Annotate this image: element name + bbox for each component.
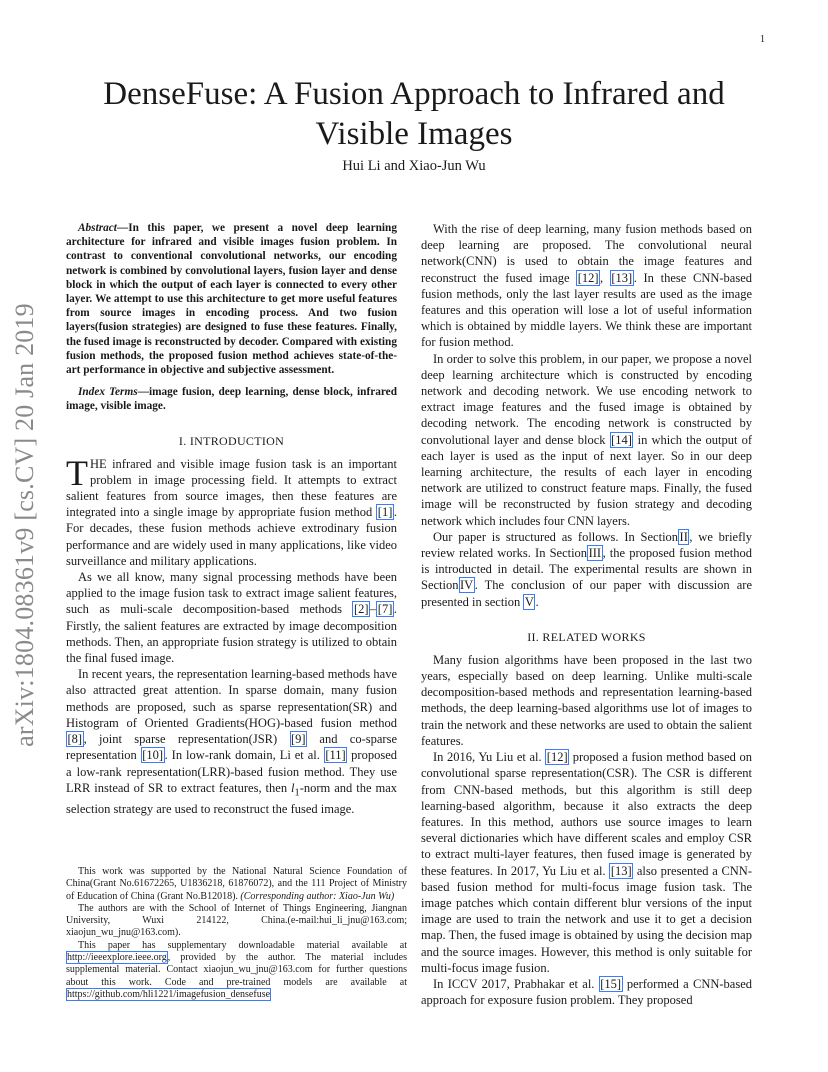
text-run: Our paper is structured as follows. In Section: [433, 529, 679, 544]
paper-title: DenseFuse: A Fusion Approach to Infrared and Visible Images: [103, 76, 725, 152]
section-link[interactable]: III: [588, 546, 602, 561]
text-run: In recent years, the representation learning-based methods have also attracted great attention. In sparse domain, many fusion methods are proposed, such as sparse representation(SR) and Histogram of Oriented Gradients(HOG)-based fusion method: [66, 667, 397, 730]
text-run: With the rise of deep learning, many fusion methods based on deep learning are proposed. The convolutional neural network(CNN) is used to obtain the image features and reconstruct the fused image: [421, 222, 752, 285]
text-run: . In low-rank domain, Li et al.: [164, 748, 324, 763]
text-run: , provided by the author. The material includes supplemental material. Contact xiaojun_wu_jnu@163.com for further questions about this work. Code and pre-trained models are available at: [66, 952, 407, 988]
intro-paragraph-1: [66, 452, 397, 569]
citation-link[interactable]: [12]: [577, 270, 599, 285]
text-run: This work was supported by the National Natural Science Foundation of China(Grant No.61672265, U1836218, 61876072), and the 111 Project of Ministry of Education of China (Grant No.B12018).: [66, 866, 407, 902]
text-run: . Firstly, the salient features are extracted by image decomposition methods. Then, an appropriate fusion strategy is utilized to obtain the final fused image.: [66, 602, 397, 666]
right-column: [421, 221, 752, 1008]
arxiv-stamp-text: arXiv:1804.08361v9 [cs.CV] 20 Jan 2019: [10, 303, 39, 747]
citation-link[interactable]: [14]: [611, 432, 632, 447]
citation-link[interactable]: [13]: [610, 863, 632, 878]
text-run: HE infrared and visible image fusion task is an important problem in image processing field. It attempts to extract salient features from source images, then these features are integrated into a single image by appropriate fusion method: [66, 456, 397, 520]
text-run: .: [535, 594, 539, 609]
text-run: and co-sparse representation: [66, 732, 398, 763]
citation-link[interactable]: [1]: [377, 505, 393, 520]
related-paragraph-3: [421, 976, 752, 1008]
text-run: –: [370, 602, 377, 617]
drop-cap: T: [66, 452, 88, 493]
citation-link[interactable]: [10]: [142, 748, 164, 763]
abstract-label: Abstract: [78, 222, 117, 234]
footnotes: [66, 866, 407, 1001]
page-number: 1: [760, 34, 765, 45]
text-run: In 2016, Yu Liu et al.: [433, 750, 546, 765]
section-link[interactable]: II: [679, 529, 688, 544]
citation-link[interactable]: [12]: [546, 750, 568, 765]
footnote-affiliation: The authors are with the School of Internet of Things Engineering, Jiangnan University, Wuxi 214122, China.(e-mail:hui_li_jnu@163.com; xiaojun_wu_jnu@163.com).: [66, 902, 407, 939]
math-subscript: 1: [294, 787, 300, 799]
intro-paragraph-6: [421, 529, 752, 610]
github-link[interactable]: https://github.com/hli1221/imagefusion_densefuse: [67, 988, 271, 1000]
intro-paragraph-3: [66, 666, 397, 817]
math-l: l: [291, 780, 295, 795]
text-run: , joint sparse representation(JSR): [83, 732, 290, 747]
section-heading-related-works: II. RELATED WORKS: [527, 629, 646, 644]
text-run: This paper has supplementary downloadable material available at: [78, 939, 407, 951]
abstract-text: —In this paper, we present a novel deep learning architecture for infrared and visible images fusion problem. In contrast to conventional convolutional networks, our encoding network is combined by convolutional layers, fusion layer and dense block in which the output of each layer is connected to every other layer. We attempt to use this architecture to get more useful features from source images in encoding process. And two fusion layers(fusion strategies) are designed to fuse these features. Finally, the fused image is reconstructed by decoder. Compared with existing fusion methods, the proposed fusion method achieves state-of-the-art performance in objective and subjective assessment.: [66, 222, 397, 377]
citation-link[interactable]: [7]: [377, 602, 393, 617]
text-run: performed a CNN-based approach for exposure fusion problem. They proposed: [421, 976, 752, 1008]
index-terms-label: Index Terms: [78, 386, 138, 399]
index-terms-text: —image fusion, deep learning, dense block, infrared image, visible image.: [66, 386, 397, 413]
citation-link[interactable]: [9]: [291, 732, 306, 747]
related-paragraph-2: [421, 749, 752, 976]
text-run: , the proposed fusion method is introducted in detail. The experimental results are shown in Section: [421, 546, 752, 593]
text-run: in which the output of each layer is used as the input of next layer. So in our deep learning architecture, the results of each layer in encoding network are utilized to construct feature maps. Finally, the fused image will be reconstructed by fusion strategy and decoding network which includes four CNN layers.: [421, 432, 753, 528]
footnote-supplementary: [66, 940, 407, 1001]
section-heading-introduction: I. INTRODUCTION: [178, 433, 285, 448]
paper-authors: Hui Li and Xiao-Jun Wu: [342, 158, 486, 174]
footnote-funding: [66, 866, 407, 903]
arxiv-stamp: [0, 0, 50, 1072]
citation-link[interactable]: [15]: [600, 976, 622, 991]
text-run: , we briefly review related works. In Section: [421, 529, 752, 561]
text-run: proposed a fusion method based on convolutional sparse representation(CSR). The CSR is different from CNN-based methods, but this algorithm is still deep learning-based algorithm, because it also extracts the deep features. In this method, authors use source images to learn several dictionaries which have different scales and employ CSR to extract multi-layer features, then fused image is generated by these features. In 2017, Yu Liu et al.: [421, 750, 752, 878]
text-run: In order to solve this problem, in our paper, we propose a novel deep learning architecture which is constructed by encoding network and decoding network. We use encoding network to extract image features and the fused image is obtained by decoding network. The encoding network is constructed by convolutional layer and dense block: [421, 351, 752, 447]
left-column: [66, 221, 397, 818]
corresponding-author: (Corresponding author: Xiao-Jun Wu): [240, 890, 395, 902]
text-run: In ICCV 2017, Prabhakar et al.: [433, 976, 599, 991]
intro-paragraph-4: [421, 221, 752, 351]
citation-link[interactable]: [11]: [325, 748, 346, 763]
section-link[interactable]: V: [524, 594, 534, 609]
citation-link[interactable]: [13]: [611, 270, 633, 285]
intro-paragraph-2: [66, 569, 397, 666]
intro-paragraph-5: [421, 351, 752, 529]
text-run: ,: [600, 270, 610, 285]
text-run: . In these CNN-based fusion methods, only the last layer results are used as the image features and this operation will lose a lot of useful information which is obtained by middle layers. We think these are important for fusion method.: [421, 270, 753, 350]
citation-link[interactable]: [8]: [67, 732, 83, 747]
text-run: proposed a low-rank representation(LRR)-based fusion method. They use LRR instead of SR to extract features, then: [66, 748, 397, 795]
ieee-link[interactable]: http://ieeexplore.ieee.org: [67, 952, 167, 964]
related-paragraph-1: Many fusion algorithms have been proposed in the last two years, especially based on deep learning. Unlike multi-scale decomposition-based methods and representation learning-based methods, the deep learning-based algorithms use lot of images to train the network and these networks are used to obtain the salient features.: [421, 652, 752, 748]
citation-link[interactable]: [2]: [353, 602, 369, 617]
index-terms: [66, 385, 397, 413]
text-run: . The conclusion of our paper with discussion are presented in section: [421, 578, 752, 609]
text-run: -norm and the max selection strategy are used to reconstruct the fused image.: [66, 780, 397, 817]
section-link[interactable]: IV: [460, 578, 474, 593]
text-run: also presented a CNN-based fusion method for multi-focus image fusion task. The image patches which contain different blur versions of the input image are used to train the network and use it to get a decision map. Then, the fused image is obtained by using the decision map and the source images. However, this method is only suitable for multi-focus image fusion.: [421, 863, 752, 975]
text-run: As we all know, many signal processing methods have been applied to the image fusion task to extract image salient features, such as muli-scale decomposition-based methods: [66, 570, 397, 617]
text-run: . For decades, these fusion methods achieve extrodinary fusion performance and are widely used in many applications, like video surveillance and military applications.: [66, 505, 397, 568]
abstract: [66, 221, 397, 377]
